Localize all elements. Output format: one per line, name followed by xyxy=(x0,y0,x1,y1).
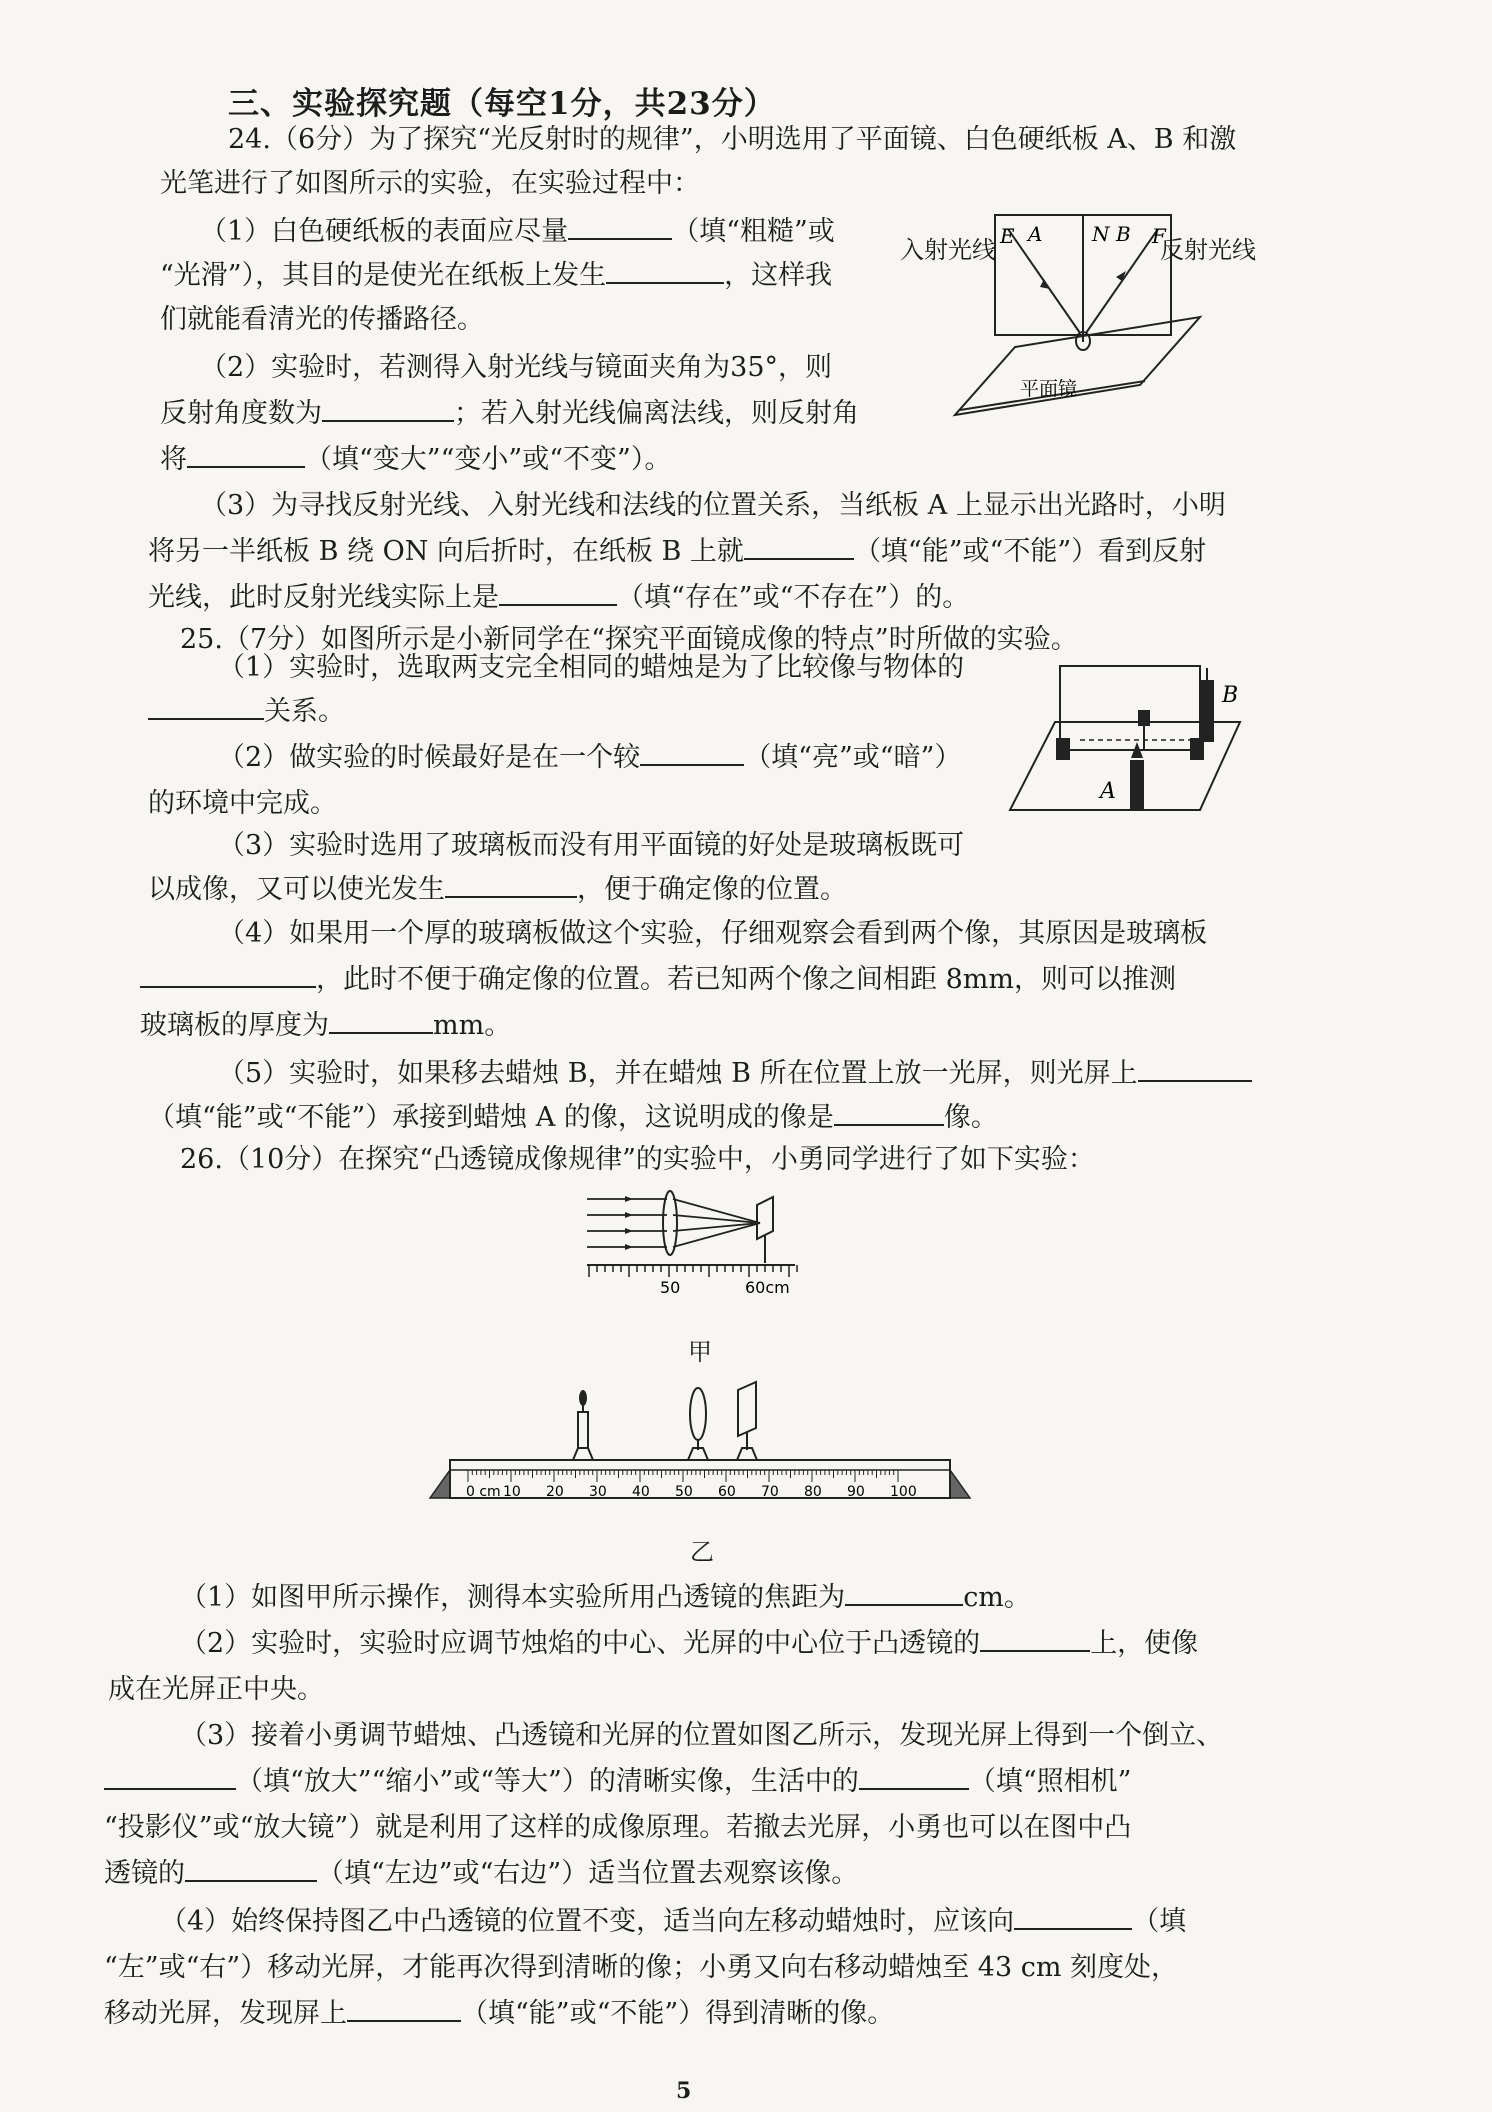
bench-tick-label: 40 xyxy=(632,1484,650,1500)
answer-blank[interactable] xyxy=(499,578,617,606)
q26-p2-line2: 成在光屏正中央。 xyxy=(108,1674,324,1705)
mirror-label: 平面镜 xyxy=(1020,378,1078,400)
bench-tick-label: 20 xyxy=(546,1484,564,1500)
answer-blank[interactable] xyxy=(834,1098,944,1126)
q25-p5-line2: （填“能”或“不能”）承接到蜡烛 A 的像，这说明成的像是 像。 xyxy=(148,1098,998,1138)
bench-tick-label: 60 xyxy=(718,1484,736,1500)
q24-p3-line3: 光线，此时反射光线实际上是 （填“存在”或“不存在”）的。 xyxy=(148,578,969,618)
answer-blank[interactable] xyxy=(329,1006,433,1034)
bench-tick-label: 10 xyxy=(503,1484,521,1500)
bench-tick-label: 100 xyxy=(890,1484,917,1500)
q26-p1: （1）如图甲所示操作，测得本实验所用凸透镜的焦距为 cm。 xyxy=(180,1578,1031,1618)
plane-mirror-figure xyxy=(1000,650,1250,820)
answer-blank[interactable] xyxy=(845,1578,963,1606)
q25-p5-line1: （5）实验时，如果移去蜡烛 B，并在蜡烛 B 所在位置上放一光屏，则光屏上 xyxy=(218,1054,1252,1094)
answer-blank[interactable] xyxy=(445,870,577,898)
q24-line1: 24.（6分）为了探究“光反射时的规律”，小明选用了平面镜、白色硬纸板 A、B 和激 xyxy=(228,124,1237,155)
page-number: 5 xyxy=(676,2078,692,2104)
q25-p1-line1: （1）实验时，选取两支完全相同的蜡烛是为了比较像与物体的 xyxy=(218,652,965,683)
q25-p4-line2: ，此时不便于确定像的位置。若已知两个像之间相距 8mm，则可以推测 xyxy=(140,960,1176,1000)
bench-tick-label: 80 xyxy=(804,1484,822,1500)
focal-length-figure xyxy=(585,1185,815,1300)
answer-blank[interactable] xyxy=(140,960,316,988)
q24-p3-line2: 将另一半纸板 B 绕 ON 向后折时，在纸板 B 上就 （填“能”或“不能”）看到反射 xyxy=(148,532,1206,572)
bench-ruler-ticks xyxy=(468,1470,898,1482)
answer-blank[interactable] xyxy=(744,532,854,560)
bench-tick-label: 70 xyxy=(761,1484,779,1500)
q25-p2-line2: 的环境中完成。 xyxy=(148,788,337,819)
label-F: F xyxy=(1152,224,1166,248)
answer-blank[interactable] xyxy=(347,1994,461,2022)
answer-blank[interactable] xyxy=(980,1624,1090,1652)
q24-p2-line2: 反射角度数为 ；若入射光线偏离法线，则反射角 xyxy=(160,394,859,434)
label-B: B xyxy=(1116,222,1131,246)
figure-jia-caption: 甲 xyxy=(688,1338,712,1366)
incident-ray-label: 入射光线 xyxy=(900,236,996,264)
answer-blank[interactable] xyxy=(568,212,672,240)
q25-p1-line2: 关系。 xyxy=(148,692,345,732)
q24-line2: 光笔进行了如图所示的实验，在实验过程中： xyxy=(160,168,700,199)
answer-blank[interactable] xyxy=(148,692,264,720)
q24-p1-line1: （1）白色硬纸板的表面应尽量 （填“粗糙”或 xyxy=(200,212,835,252)
q25-p2-line1: （2）做实验的时候最好是在一个较 （填“亮”或“暗”） xyxy=(218,738,961,778)
ruler-ticks xyxy=(589,1265,797,1277)
q24-p2-line3: 将 （填“变大”“变小”或“不变”）。 xyxy=(160,440,671,480)
answer-blank[interactable] xyxy=(187,440,305,468)
answer-blank[interactable] xyxy=(185,1854,317,1882)
label-E: E xyxy=(1000,224,1015,248)
section-title: 三、实验探究题（每空1分，共23分） xyxy=(228,86,776,122)
q26-p4-line3: 移动光屏，发现屏上 （填“能”或“不能”）得到清晰的像。 xyxy=(104,1994,894,2034)
label-N: N xyxy=(1092,222,1110,246)
bench-tick-label: 90 xyxy=(847,1484,865,1500)
answer-blank[interactable] xyxy=(606,256,724,284)
optical-bench-figure xyxy=(420,1370,980,1505)
answer-blank[interactable] xyxy=(1014,1902,1132,1930)
q26-p3-line3: “投影仪”或“放大镜”）就是利用了这样的成像原理。若撤去光屏，小勇也可以在图中凸 xyxy=(104,1812,1132,1843)
answer-blank[interactable] xyxy=(640,738,744,766)
answer-blank[interactable] xyxy=(1138,1054,1252,1082)
answer-blank[interactable] xyxy=(104,1762,236,1790)
candle-A-label: A xyxy=(1100,779,1116,804)
q26-line1: 26.（10分）在探究“凸透镜成像规律”的实验中，小勇同学进行了如下实验： xyxy=(180,1144,1095,1175)
q24-p1-line3: 们就能看清光的传播路径。 xyxy=(160,304,484,335)
q24-p1-line2: “光滑”），其目的是使光在纸板上发生 ，这样我 xyxy=(160,256,832,296)
q25-p4-line3: 玻璃板的厚度为 mm。 xyxy=(140,1006,511,1046)
label-A: A xyxy=(1028,222,1043,246)
q24-p2-line1: （2）实验时，若测得入射光线与镜面夹角为35°，则 xyxy=(200,352,833,383)
q26-p3-line4: 透镜的 （填“左边”或“右边”）适当位置去观察该像。 xyxy=(104,1854,858,1894)
q26-p3-line2: （填“放大”“缩小”或“等大”）的清晰实像，生活中的 （填“照相机” xyxy=(104,1762,1131,1802)
q25-p3-line2: 以成像，又可以使光发生 ，便于确定像的位置。 xyxy=(148,870,847,910)
bench-tick-label: 50 xyxy=(675,1484,693,1500)
q25-p4-line1: （4）如果用一个厚的玻璃板做这个实验，仔细观察会看到两个像，其原因是玻璃板 xyxy=(218,918,1208,949)
q24-p3-line1: （3）为寻找反射光线、入射光线和法线的位置关系，当纸板 A 上显示出光路时，小明 xyxy=(200,490,1226,521)
q25-p3-line1: （3）实验时选用了玻璃板而没有用平面镜的好处是玻璃板既可 xyxy=(218,830,965,861)
bench-tick-label: 0 cm xyxy=(466,1484,501,1500)
answer-blank[interactable] xyxy=(322,394,454,422)
bench-tick-label: 30 xyxy=(589,1484,607,1500)
q26-p4-line2: “左”或“右”）移动光屏，才能再次得到清晰的像；小勇又向右移动蜡烛至 43 cm 刻度处， xyxy=(104,1952,1179,1983)
q26-p2-line1: （2）实验时，实验时应调节烛焰的中心、光屏的中心位于凸透镜的 上，使像 xyxy=(180,1624,1198,1664)
q25-line1: 25.（7分）如图所示是小新同学在“探究平面镜成像的特点”时所做的实验。 xyxy=(180,624,1078,655)
answer-blank[interactable] xyxy=(859,1762,969,1790)
q26-p3-line1: （3）接着小勇调节蜡烛、凸透镜和光屏的位置如图乙所示，发现光屏上得到一个倒立、 xyxy=(180,1720,1224,1751)
tick-60-label: 60cm xyxy=(745,1278,790,1297)
candle-B-label: B xyxy=(1222,683,1239,708)
tick-50-label: 50 xyxy=(660,1278,681,1297)
figure-yi-caption: 乙 xyxy=(690,1538,714,1566)
reflected-ray-label: 反射光线 xyxy=(1160,236,1256,264)
q26-p4-line1: （4）始终保持图乙中凸透镜的位置不变，适当向左移动蜡烛时，应该向 （填 xyxy=(160,1902,1186,1942)
